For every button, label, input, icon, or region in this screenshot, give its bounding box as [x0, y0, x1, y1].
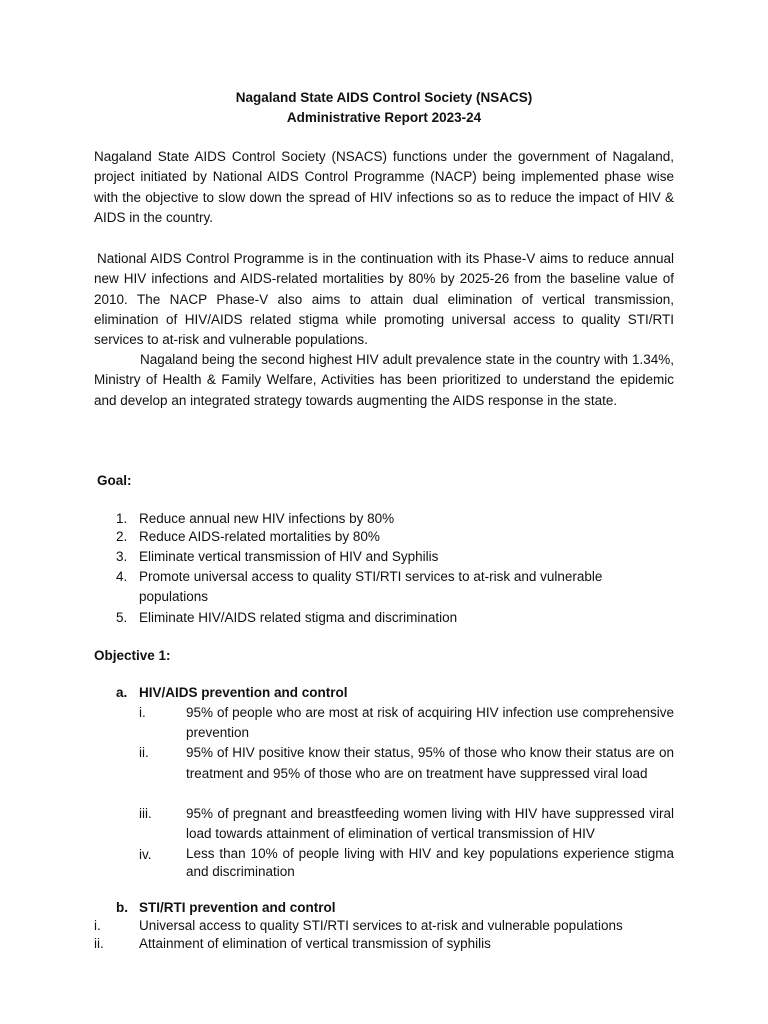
section-a-item-number: iii.: [139, 806, 152, 821]
section-a-label: a.: [116, 685, 128, 700]
section-a-item-text: 95% of people who are most at risk of acquiring HIV infection use comprehensive prevention: [186, 705, 674, 740]
section-b-title: STI/RTI prevention and control: [139, 900, 336, 915]
report-title-year: Administrative Report 2023-24: [286, 110, 482, 125]
intro-paragraph-1: Nagaland State AIDS Control Society (NSACS) functions under the government of Nagaland, project initiated by National AIDS Control Programme (NACP) being implemented phase wise with the objective to slow down the spread of HIV infections so as to reduce the impact of HIV & AIDS in the country.: [94, 149, 674, 225]
section-b-item-text: Attainment of elimination of vertical transmission of syphilis: [139, 936, 491, 951]
section-a-item-text: 95% of pregnant and breastfeeding women living with HIV have suppressed viral load towards attainment of elimination of vertical transmission of HIV: [186, 806, 674, 841]
goal-item-text: Eliminate HIV/AIDS related stigma and discrimination: [139, 610, 458, 625]
intro-paragraph-2: National AIDS Control Programme is in the continuation with its Phase-V aims to reduce annual new HIV infections and AIDS-related mortalities by 80% by 2025-26 from the baseline value of 2010. The NACP Phase-V also aims to attain dual elimination of vertical transmission, elimination of HIV/AIDS related stigma while promoting universal access to quality STI/RTI services to at-risk and vulnerable populations.: [94, 251, 674, 348]
goal-item-text: Eliminate vertical transmission of HIV and Syphilis: [139, 549, 439, 564]
goal-item-number: 5.: [116, 610, 128, 625]
section-b-label: b.: [116, 900, 128, 915]
goal-heading: Goal:: [97, 473, 132, 488]
section-a-item-number: ii.: [139, 745, 149, 760]
intro-paragraph-3: Nagaland being the second highest HIV adult prevalence state in the country with 1.34%, Ministry of Health & Family Welfare, Activities has been prioritized to understand the epidemic and develop an integrated strategy towards augmenting the AIDS response in the state.: [94, 352, 674, 408]
goal-item-text: Promote universal access to quality STI/RTI services to at-risk and vulnerable populations: [139, 569, 603, 604]
section-b-item-text: Universal access to quality STI/RTI services to at-risk and vulnerable populations: [139, 918, 623, 933]
goal-item-number: 2.: [116, 529, 128, 544]
goal-item-number: 4.: [116, 569, 128, 584]
section-b-item-number: i.: [94, 918, 101, 933]
section-a-item-text: 95% of HIV positive know their status, 95% of those who know their status are on treatment and 95% of those who are on treatment have suppressed viral load: [186, 745, 674, 781]
goal-item-text: Reduce annual new HIV infections by 80%: [139, 511, 395, 526]
report-title-org: Nagaland State AIDS Control Society (NSACS): [235, 90, 533, 105]
goal-item-number: 3.: [116, 549, 128, 564]
section-a-item-text: Less than 10% of people living with HIV and key populations experience stigma and discrimination: [186, 846, 674, 879]
section-a-title: HIV/AIDS prevention and control: [139, 685, 348, 700]
goal-item-number: 1.: [116, 511, 128, 526]
goal-item-text: Reduce AIDS-related mortalities by 80%: [139, 529, 380, 544]
section-b-item-number: ii.: [94, 936, 104, 951]
section-a-item-number: i.: [139, 705, 146, 720]
section-a-item-number: iv.: [139, 847, 152, 862]
objective-heading: Objective 1:: [94, 648, 171, 663]
